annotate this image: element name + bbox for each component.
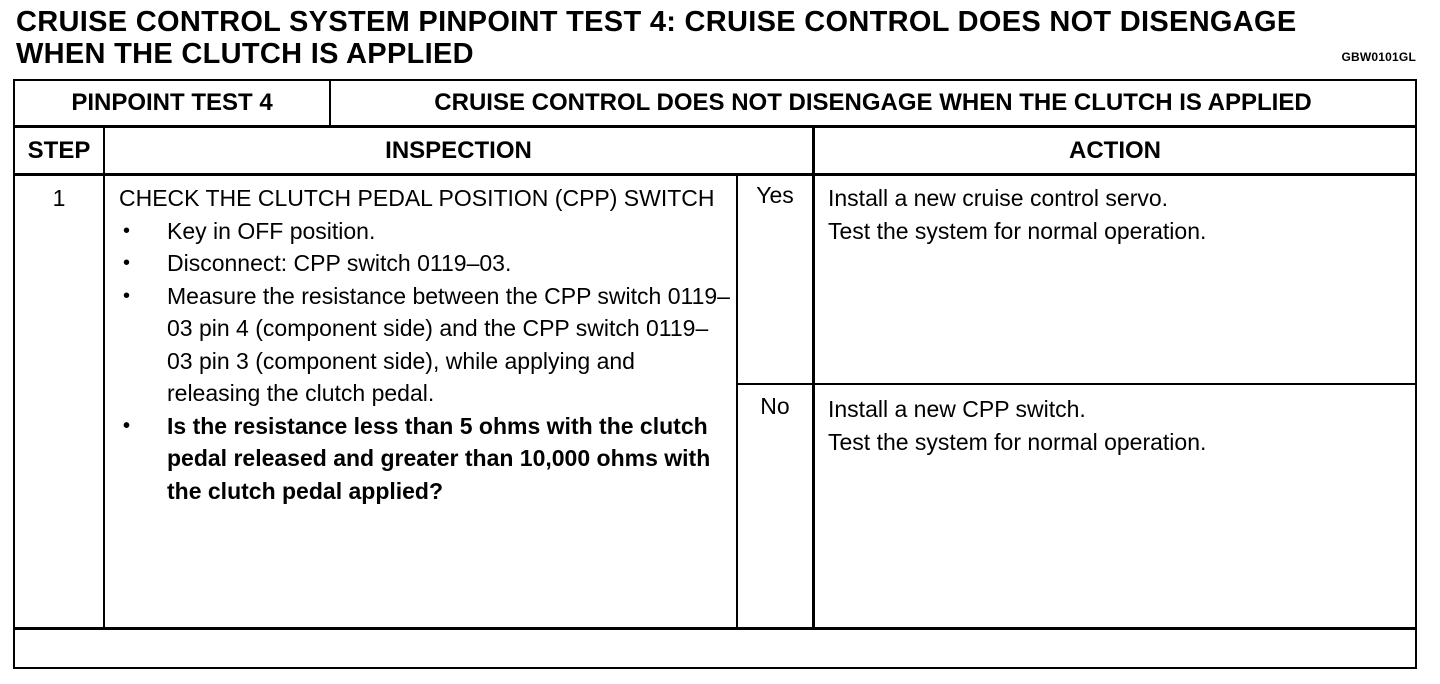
inspection-bullet-list: [119, 215, 731, 508]
step-number: 1: [52, 185, 66, 211]
answer-no-label: No: [760, 393, 790, 419]
answer-yes-cell: [738, 182, 812, 209]
inspection-bullet: • Key in OFF position.: [119, 215, 731, 248]
test-name: CRUISE CONTROL DOES NOT DISENGAGE WHEN THE CLUTCH IS APPLIED: [434, 89, 1312, 116]
rule-step-divider: [103, 126, 105, 628]
inspection-header-cell: [105, 128, 812, 173]
action-header-cell: [815, 128, 1415, 173]
action-no-cell: [828, 393, 1408, 458]
inspection-title: CHECK THE CLUTCH PEDAL POSITION (CPP) SWITCH: [119, 185, 715, 211]
inspection-bullet: • Disconnect: CPP switch 0119–03.: [119, 247, 731, 280]
title-line-1: CRUISE CONTROL SYSTEM PINPOINT TEST 4: CRUISE CONTROL DOES NOT DISENGAGE: [16, 6, 1297, 38]
inspection-bullet: • Measure the resistance between the CPP switch 0119–03 pin 4 (component side) and the CPP switch 0119–03 pin 3 (component side), while applying and releasing the clutch pedal.: [119, 280, 731, 410]
action-yes-line: Test the system for normal operation.: [828, 217, 1207, 244]
title-line-2: WHEN THE CLUTCH IS APPLIED: [16, 38, 474, 70]
action-no-line: Install a new CPP switch.: [828, 396, 1086, 422]
pinpoint-test-table: [13, 79, 1417, 669]
test-label-cell: [15, 81, 329, 125]
rule-below-column-header: [15, 173, 1415, 176]
inspection-cell: [119, 182, 731, 507]
step-header: STEP: [27, 136, 91, 164]
step-number-cell: [15, 182, 103, 215]
rule-between-answers: [736, 383, 1415, 385]
test-name-cell: [331, 81, 1415, 125]
action-header: ACTION: [1069, 136, 1161, 164]
answer-no-cell: [738, 393, 812, 420]
action-no-line: Test the system for normal operation.: [828, 428, 1207, 455]
action-yes-cell: [828, 182, 1408, 247]
step-header-cell: [15, 128, 103, 173]
rule-inspection-action-divider: [812, 126, 815, 628]
inspection-header: INSPECTION: [385, 136, 532, 164]
answer-yes-label: Yes: [756, 182, 794, 208]
page-title: [16, 6, 1416, 70]
inspection-question: • Is the resistance less than 5 ohms with the clutch pedal released and greater than 10,000 ohms with the clutch pedal applied?: [119, 410, 731, 508]
figure-code: GBW0101GL: [1341, 50, 1416, 64]
footer-row: [15, 630, 1415, 667]
test-label: PINPOINT TEST 4: [71, 89, 273, 116]
action-yes-line: Install a new cruise control servo.: [828, 185, 1169, 211]
